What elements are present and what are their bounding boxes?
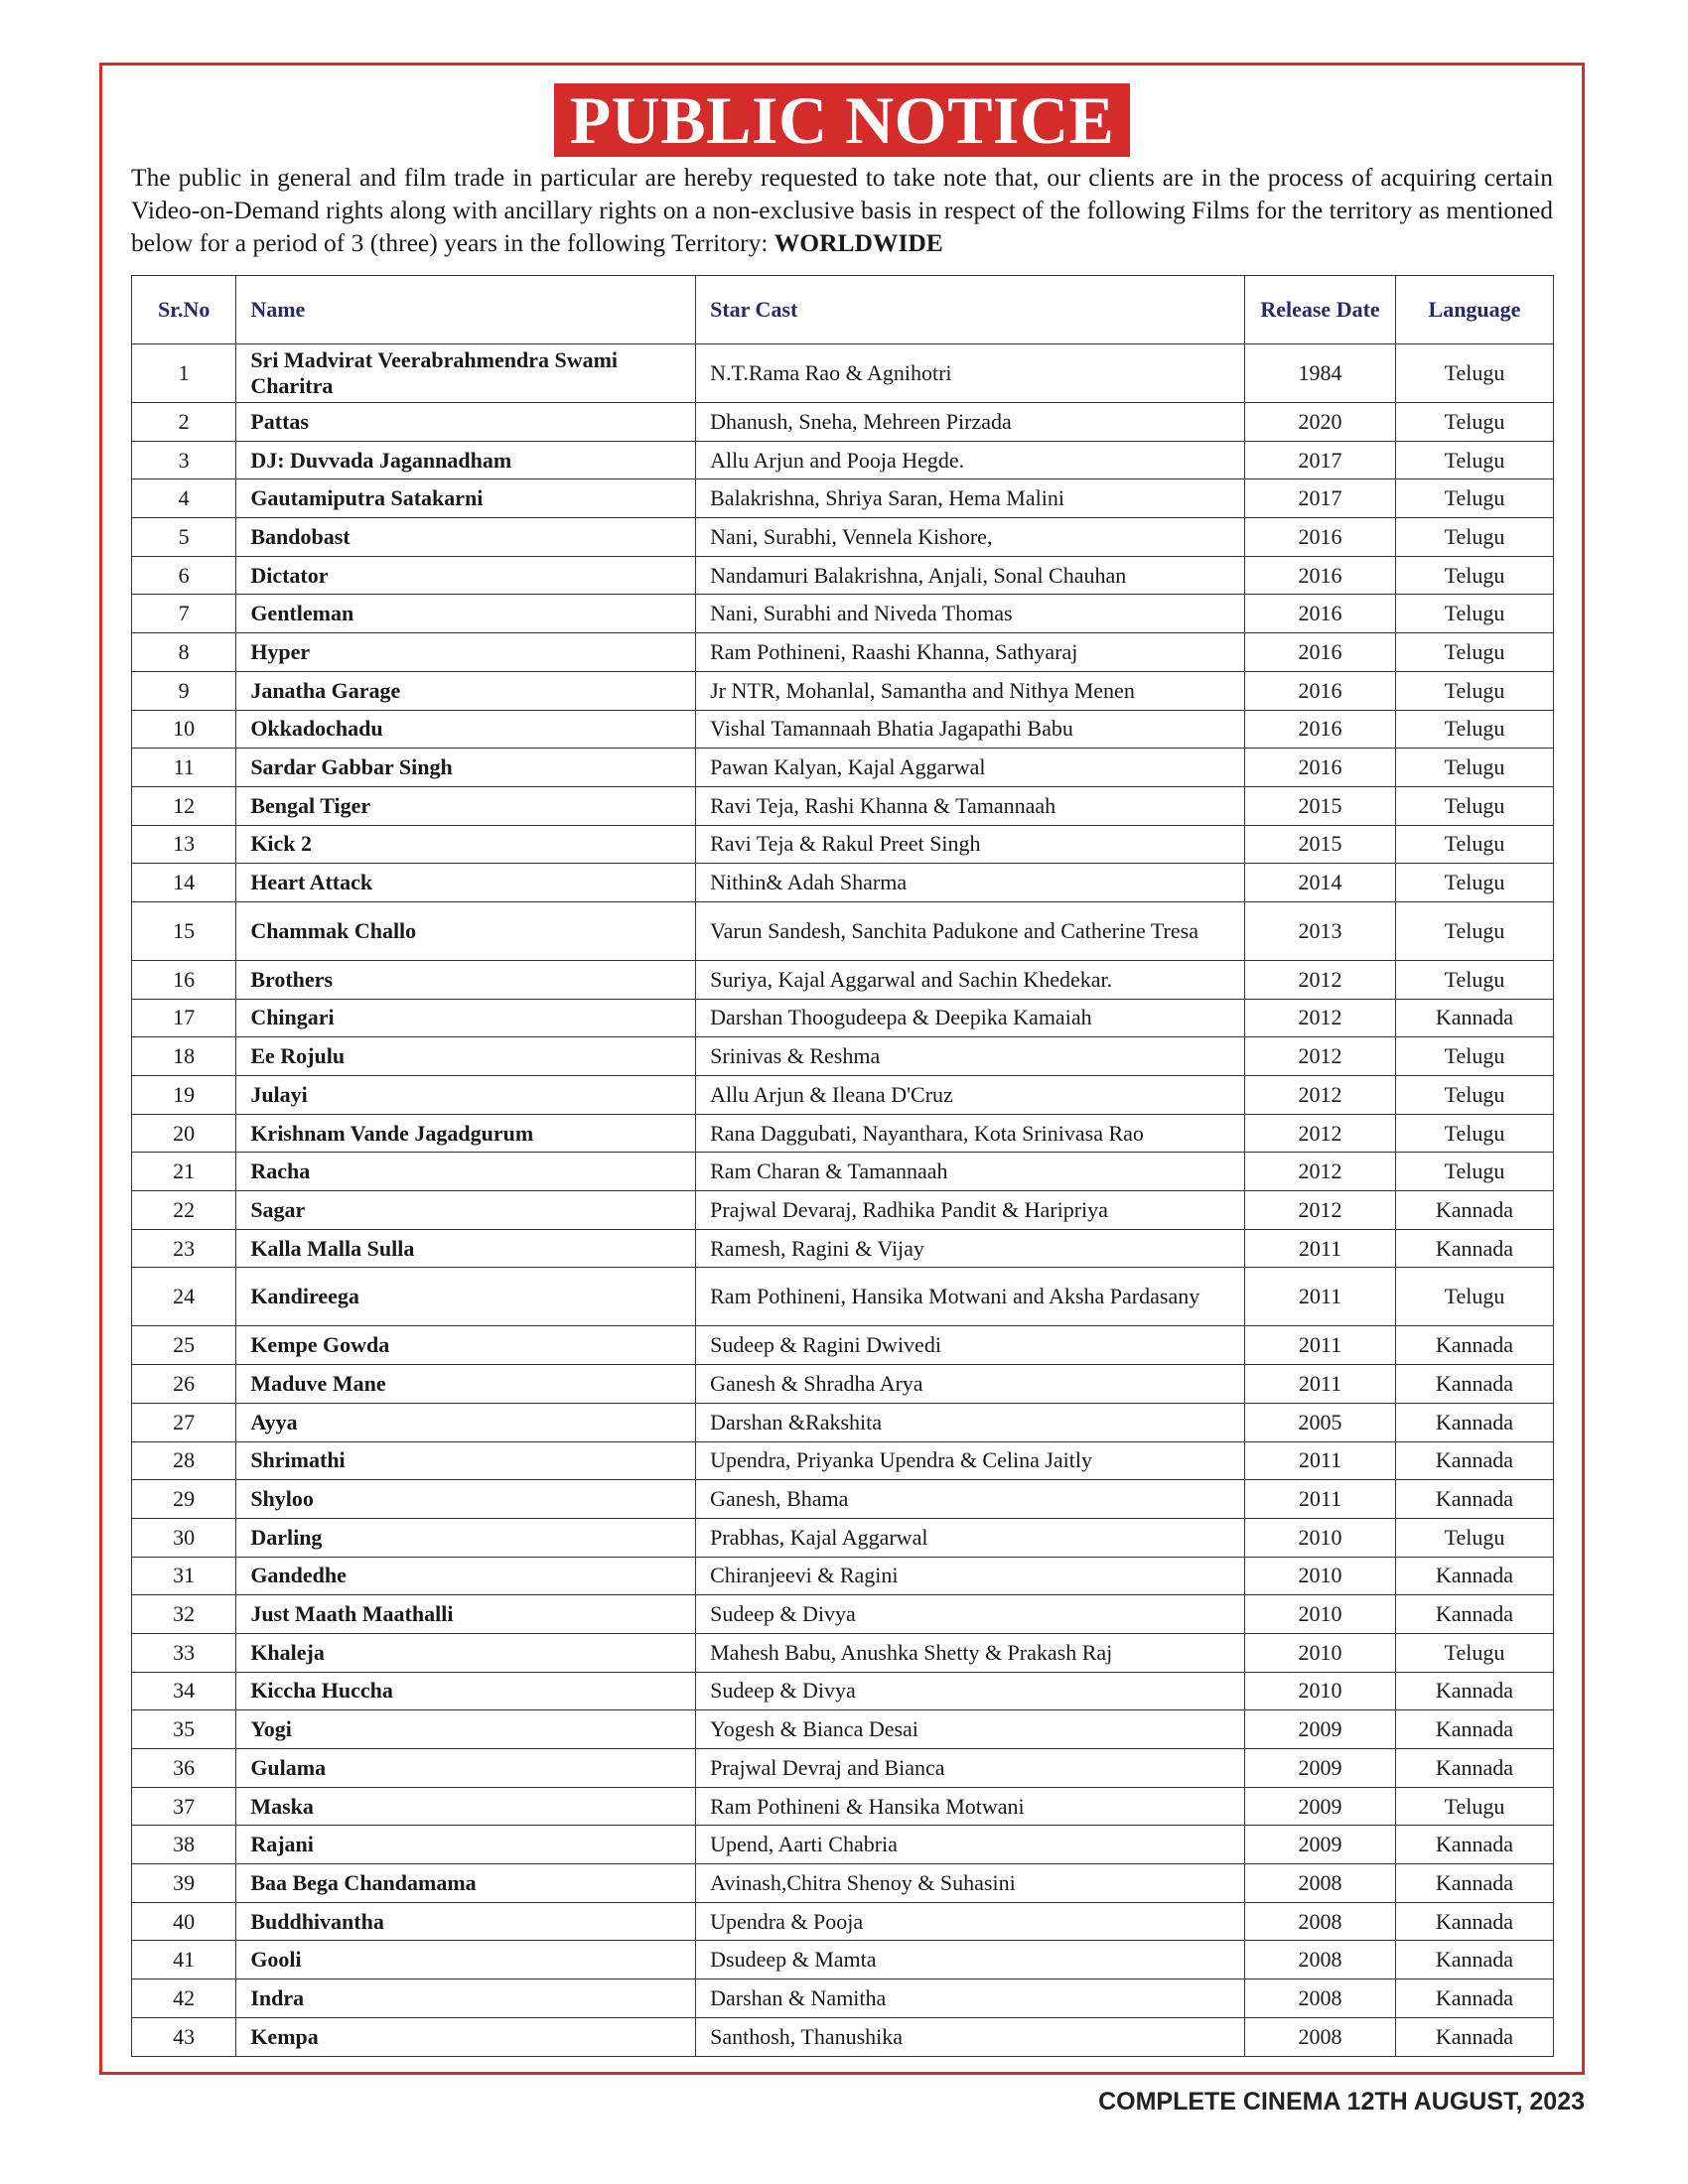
cell-sr-no: 16: [132, 960, 236, 999]
cell-sr-no: 34: [132, 1672, 236, 1710]
cell-language: Kannada: [1395, 1365, 1553, 1404]
table-row: [132, 1403, 1554, 1441]
cell-sr-no: 9: [132, 671, 236, 710]
cell-sr-no: 36: [132, 1749, 236, 1788]
table-row: [132, 1037, 1554, 1076]
cell-film-name: Gulama: [236, 1749, 696, 1788]
cell-film-name: Gooli: [236, 1941, 696, 1979]
cell-sr-no: 22: [132, 1191, 236, 1230]
header-sr-no: Sr.No: [132, 276, 236, 344]
cell-star-cast: Upendra & Pooja: [696, 1902, 1245, 1941]
table-row: [132, 1941, 1554, 1979]
header-language: Language: [1395, 276, 1553, 344]
table-row: [132, 1480, 1554, 1519]
cell-sr-no: 14: [132, 864, 236, 902]
cell-release-date: 2012: [1245, 1153, 1396, 1191]
header-star-cast: Star Cast: [696, 276, 1245, 344]
cell-language: Telugu: [1395, 518, 1553, 557]
cell-sr-no: 29: [132, 1480, 236, 1519]
cell-sr-no: 3: [132, 441, 236, 479]
cell-sr-no: 18: [132, 1037, 236, 1076]
table-row: [132, 1826, 1554, 1864]
notice-title: PUBLIC NOTICE: [554, 83, 1131, 157]
cell-film-name: Baa Bega Chandamama: [236, 1864, 696, 1903]
cell-film-name: Pattas: [236, 403, 696, 442]
cell-sr-no: 6: [132, 556, 236, 595]
cell-film-name: Sri Madvirat Veerabrahmendra Swami Charitra: [236, 344, 696, 403]
header-name: Name: [236, 276, 696, 344]
cell-release-date: 2010: [1245, 1672, 1396, 1710]
table-row: [132, 1979, 1554, 2018]
cell-sr-no: 8: [132, 633, 236, 672]
cell-release-date: 1984: [1245, 344, 1396, 403]
cell-release-date: 2017: [1245, 441, 1396, 479]
cell-film-name: Ayya: [236, 1403, 696, 1441]
films-table: [131, 275, 1554, 2057]
cell-star-cast: Sudeep & Ragini Dwivedi: [696, 1326, 1245, 1365]
table-row: [132, 960, 1554, 999]
table-row: [132, 1902, 1554, 1941]
cell-language: Telugu: [1395, 1076, 1553, 1115]
table-row: [132, 864, 1554, 902]
cell-film-name: Darling: [236, 1518, 696, 1557]
table-row: [132, 1672, 1554, 1710]
cell-star-cast: Mahesh Babu, Anushka Shetty & Prakash Raj: [696, 1633, 1245, 1672]
cell-sr-no: 39: [132, 1864, 236, 1903]
cell-release-date: 2020: [1245, 403, 1396, 442]
cell-language: Telugu: [1395, 786, 1553, 825]
cell-release-date: 2016: [1245, 633, 1396, 672]
cell-language: Kannada: [1395, 2017, 1553, 2056]
cell-language: Telugu: [1395, 479, 1553, 518]
cell-release-date: 2016: [1245, 595, 1396, 633]
cell-sr-no: 2: [132, 403, 236, 442]
cell-language: Kannada: [1395, 1191, 1553, 1230]
cell-sr-no: 35: [132, 1710, 236, 1749]
cell-language: Kannada: [1395, 1864, 1553, 1903]
cell-star-cast: Vishal Tamannaah Bhatia Jagapathi Babu: [696, 710, 1245, 749]
table-row: [132, 1595, 1554, 1634]
table-row: [132, 999, 1554, 1037]
cell-language: Telugu: [1395, 441, 1553, 479]
cell-language: Kannada: [1395, 1941, 1553, 1979]
table-row: [132, 1326, 1554, 1365]
cell-release-date: 2008: [1245, 2017, 1396, 2056]
table-row: [132, 1787, 1554, 1826]
table-row: [132, 749, 1554, 787]
cell-film-name: Maduve Mane: [236, 1365, 696, 1404]
cell-release-date: 2010: [1245, 1557, 1396, 1595]
cell-sr-no: 7: [132, 595, 236, 633]
cell-language: Telugu: [1395, 901, 1553, 960]
cell-language: Kannada: [1395, 1480, 1553, 1519]
cell-release-date: 2016: [1245, 749, 1396, 787]
cell-release-date: 2016: [1245, 671, 1396, 710]
cell-release-date: 2011: [1245, 1365, 1396, 1404]
table-row: [132, 441, 1554, 479]
cell-star-cast: N.T.Rama Rao & Agnihotri: [696, 344, 1245, 403]
banner-container: [102, 83, 1582, 157]
cell-sr-no: 31: [132, 1557, 236, 1595]
cell-film-name: Kalla Malla Sulla: [236, 1229, 696, 1268]
cell-film-name: Ee Rojulu: [236, 1037, 696, 1076]
cell-sr-no: 4: [132, 479, 236, 518]
cell-sr-no: 15: [132, 901, 236, 960]
cell-film-name: Khaleja: [236, 1633, 696, 1672]
table-row: [132, 1710, 1554, 1749]
cell-language: Telugu: [1395, 1787, 1553, 1826]
cell-star-cast: Balakrishna, Shriya Saran, Hema Malini: [696, 479, 1245, 518]
cell-film-name: Chammak Challo: [236, 901, 696, 960]
cell-star-cast: Upendra, Priyanka Upendra & Celina Jaitly: [696, 1441, 1245, 1480]
table-row: [132, 344, 1554, 403]
cell-film-name: Hyper: [236, 633, 696, 672]
cell-sr-no: 11: [132, 749, 236, 787]
cell-star-cast: Nandamuri Balakrishna, Anjali, Sonal Chauhan: [696, 556, 1245, 595]
cell-sr-no: 20: [132, 1114, 236, 1153]
cell-sr-no: 37: [132, 1787, 236, 1826]
cell-sr-no: 41: [132, 1941, 236, 1979]
table-row: [132, 1153, 1554, 1191]
cell-sr-no: 28: [132, 1441, 236, 1480]
table-body: [132, 344, 1554, 2057]
cell-star-cast: Ram Charan & Tamannaah: [696, 1153, 1245, 1191]
cell-film-name: Julayi: [236, 1076, 696, 1115]
cell-sr-no: 26: [132, 1365, 236, 1404]
cell-film-name: Bengal Tiger: [236, 786, 696, 825]
cell-language: Telugu: [1395, 556, 1553, 595]
cell-star-cast: Varun Sandesh, Sanchita Padukone and Catherine Tresa: [696, 901, 1245, 960]
cell-release-date: 2010: [1245, 1595, 1396, 1634]
cell-sr-no: 43: [132, 2017, 236, 2056]
cell-film-name: Kick 2: [236, 825, 696, 864]
cell-release-date: 2016: [1245, 518, 1396, 557]
cell-language: Kannada: [1395, 1229, 1553, 1268]
cell-star-cast: Chiranjeevi & Ragini: [696, 1557, 1245, 1595]
cell-star-cast: Nani, Surabhi and Niveda Thomas: [696, 595, 1245, 633]
cell-release-date: 2008: [1245, 1979, 1396, 2018]
cell-star-cast: Prajwal Devraj and Bianca: [696, 1749, 1245, 1788]
cell-language: Kannada: [1395, 999, 1553, 1037]
table-row: [132, 1229, 1554, 1268]
table-row: [132, 403, 1554, 442]
cell-film-name: Racha: [236, 1153, 696, 1191]
cell-language: Telugu: [1395, 1518, 1553, 1557]
cell-release-date: 2015: [1245, 825, 1396, 864]
cell-release-date: 2009: [1245, 1826, 1396, 1864]
cell-sr-no: 1: [132, 344, 236, 403]
cell-language: Kannada: [1395, 1403, 1553, 1441]
cell-film-name: Kiccha Huccha: [236, 1672, 696, 1710]
cell-release-date: 2014: [1245, 864, 1396, 902]
cell-language: Telugu: [1395, 1153, 1553, 1191]
cell-release-date: 2013: [1245, 901, 1396, 960]
cell-release-date: 2008: [1245, 1941, 1396, 1979]
cell-star-cast: Ram Pothineni, Raashi Khanna, Sathyaraj: [696, 633, 1245, 672]
cell-release-date: 2010: [1245, 1633, 1396, 1672]
cell-film-name: Gautamiputra Satakarni: [236, 479, 696, 518]
table-row: [132, 1633, 1554, 1672]
cell-star-cast: Upend, Aarti Chabria: [696, 1826, 1245, 1864]
table-row: [132, 633, 1554, 672]
cell-star-cast: Yogesh & Bianca Desai: [696, 1710, 1245, 1749]
cell-sr-no: 12: [132, 786, 236, 825]
cell-star-cast: Ram Pothineni, Hansika Motwani and Aksha Pardasany: [696, 1268, 1245, 1326]
cell-star-cast: Darshan &Rakshita: [696, 1403, 1245, 1441]
table-row: [132, 595, 1554, 633]
cell-language: Telugu: [1395, 671, 1553, 710]
cell-star-cast: Prabhas, Kajal Aggarwal: [696, 1518, 1245, 1557]
cell-star-cast: Prajwal Devaraj, Radhika Pandit & Haripriya: [696, 1191, 1245, 1230]
cell-star-cast: Pawan Kalyan, Kajal Aggarwal: [696, 749, 1245, 787]
cell-language: Telugu: [1395, 710, 1553, 749]
cell-star-cast: Ganesh & Shradha Arya: [696, 1365, 1245, 1404]
cell-language: Telugu: [1395, 1633, 1553, 1672]
cell-film-name: Kempa: [236, 2017, 696, 2056]
cell-language: Telugu: [1395, 825, 1553, 864]
cell-sr-no: 40: [132, 1902, 236, 1941]
cell-release-date: 2009: [1245, 1710, 1396, 1749]
cell-release-date: 2012: [1245, 1114, 1396, 1153]
table-row: [132, 1749, 1554, 1788]
cell-language: Kannada: [1395, 1441, 1553, 1480]
cell-sr-no: 42: [132, 1979, 236, 2018]
cell-film-name: Kempe Gowda: [236, 1326, 696, 1365]
cell-sr-no: 13: [132, 825, 236, 864]
cell-language: Telugu: [1395, 1114, 1553, 1153]
cell-film-name: Krishnam Vande Jagadgurum: [236, 1114, 696, 1153]
intro-text: The public in general and film trade in particular are hereby requested to take note that, our clients are in the process of acquiring certain Video-on-Demand rights along with ancillary rights on a non-exclusive basis in respect of the following Films for the territory as mentioned below for a period of 3 (three) years in the following Territory:: [131, 163, 1553, 257]
cell-release-date: 2011: [1245, 1268, 1396, 1326]
cell-release-date: 2010: [1245, 1518, 1396, 1557]
cell-release-date: 2012: [1245, 1037, 1396, 1076]
territory-text: WORLDWIDE: [774, 228, 943, 257]
table-row: [132, 556, 1554, 595]
cell-star-cast: Avinash,Chitra Shenoy & Suhasini: [696, 1864, 1245, 1903]
cell-release-date: 2012: [1245, 960, 1396, 999]
table-row: [132, 1518, 1554, 1557]
cell-release-date: 2005: [1245, 1403, 1396, 1441]
cell-film-name: Sardar Gabbar Singh: [236, 749, 696, 787]
cell-release-date: 2012: [1245, 1076, 1396, 1115]
cell-release-date: 2012: [1245, 999, 1396, 1037]
cell-language: Kannada: [1395, 1749, 1553, 1788]
cell-star-cast: Darshan & Namitha: [696, 1979, 1245, 2018]
table-row: [132, 671, 1554, 710]
header-release-date: Release Date: [1245, 276, 1396, 344]
table-row: [132, 1557, 1554, 1595]
cell-star-cast: Srinivas & Reshma: [696, 1037, 1245, 1076]
cell-language: Telugu: [1395, 595, 1553, 633]
intro-paragraph: [131, 161, 1553, 259]
cell-release-date: 2011: [1245, 1229, 1396, 1268]
cell-sr-no: 23: [132, 1229, 236, 1268]
table-row: [132, 901, 1554, 960]
cell-release-date: 2012: [1245, 1191, 1396, 1230]
cell-language: Telugu: [1395, 344, 1553, 403]
cell-film-name: Shyloo: [236, 1480, 696, 1519]
cell-sr-no: 5: [132, 518, 236, 557]
cell-star-cast: Allu Arjun & Ileana D'Cruz: [696, 1076, 1245, 1115]
cell-star-cast: Santhosh, Thanushika: [696, 2017, 1245, 2056]
cell-film-name: Indra: [236, 1979, 696, 2018]
cell-sr-no: 21: [132, 1153, 236, 1191]
table-row: [132, 825, 1554, 864]
cell-star-cast: Dhanush, Sneha, Mehreen Pirzada: [696, 403, 1245, 442]
cell-language: Kannada: [1395, 1672, 1553, 1710]
table-row: [132, 1441, 1554, 1480]
cell-star-cast: Ram Pothineni & Hansika Motwani: [696, 1787, 1245, 1826]
cell-star-cast: Suriya, Kajal Aggarwal and Sachin Khedekar.: [696, 960, 1245, 999]
cell-film-name: DJ: Duvvada Jagannadham: [236, 441, 696, 479]
cell-star-cast: Jr NTR, Mohanlal, Samantha and Nithya Menen: [696, 671, 1245, 710]
cell-film-name: Janatha Garage: [236, 671, 696, 710]
cell-star-cast: Ramesh, Ragini & Vijay: [696, 1229, 1245, 1268]
cell-language: Telugu: [1395, 633, 1553, 672]
cell-star-cast: Ravi Teja & Rakul Preet Singh: [696, 825, 1245, 864]
cell-language: Telugu: [1395, 749, 1553, 787]
cell-film-name: Kandireega: [236, 1268, 696, 1326]
table-row: [132, 1076, 1554, 1115]
cell-star-cast: Darshan Thoogudeepa & Deepika Kamaiah: [696, 999, 1245, 1037]
table-row: [132, 1114, 1554, 1153]
cell-release-date: 2008: [1245, 1864, 1396, 1903]
cell-sr-no: 17: [132, 999, 236, 1037]
cell-sr-no: 19: [132, 1076, 236, 1115]
cell-sr-no: 38: [132, 1826, 236, 1864]
cell-sr-no: 30: [132, 1518, 236, 1557]
cell-star-cast: Ganesh, Bhama: [696, 1480, 1245, 1519]
cell-language: Kannada: [1395, 1557, 1553, 1595]
cell-sr-no: 10: [132, 710, 236, 749]
cell-release-date: 2008: [1245, 1902, 1396, 1941]
table-row: [132, 1365, 1554, 1404]
cell-film-name: Heart Attack: [236, 864, 696, 902]
cell-release-date: 2016: [1245, 556, 1396, 595]
cell-film-name: Buddhivantha: [236, 1902, 696, 1941]
cell-star-cast: Dsudeep & Mamta: [696, 1941, 1245, 1979]
cell-star-cast: Nithin& Adah Sharma: [696, 864, 1245, 902]
cell-film-name: Rajani: [236, 1826, 696, 1864]
table-row: [132, 2017, 1554, 2056]
cell-film-name: Maska: [236, 1787, 696, 1826]
cell-sr-no: 32: [132, 1595, 236, 1634]
cell-star-cast: Ravi Teja, Rashi Khanna & Tamannaah: [696, 786, 1245, 825]
cell-language: Telugu: [1395, 1268, 1553, 1326]
cell-release-date: 2015: [1245, 786, 1396, 825]
table-row: [132, 786, 1554, 825]
cell-language: Kannada: [1395, 1326, 1553, 1365]
table-header-row: [132, 276, 1554, 344]
cell-release-date: 2009: [1245, 1787, 1396, 1826]
cell-film-name: Sagar: [236, 1191, 696, 1230]
cell-star-cast: Rana Daggubati, Nayanthara, Kota Srinivasa Rao: [696, 1114, 1245, 1153]
cell-language: Telugu: [1395, 403, 1553, 442]
cell-release-date: 2016: [1245, 710, 1396, 749]
table-row: [132, 479, 1554, 518]
cell-sr-no: 25: [132, 1326, 236, 1365]
cell-sr-no: 33: [132, 1633, 236, 1672]
cell-language: Telugu: [1395, 864, 1553, 902]
cell-language: Telugu: [1395, 960, 1553, 999]
cell-film-name: Just Maath Maathalli: [236, 1595, 696, 1634]
cell-film-name: Chingari: [236, 999, 696, 1037]
cell-star-cast: Nani, Surabhi, Vennela Kishore,: [696, 518, 1245, 557]
cell-release-date: 2017: [1245, 479, 1396, 518]
cell-star-cast: Allu Arjun and Pooja Hegde.: [696, 441, 1245, 479]
cell-star-cast: Sudeep & Divya: [696, 1672, 1245, 1710]
table-row: [132, 1864, 1554, 1903]
cell-film-name: Gentleman: [236, 595, 696, 633]
cell-release-date: 2009: [1245, 1749, 1396, 1788]
cell-language: Kannada: [1395, 1979, 1553, 2018]
cell-language: Kannada: [1395, 1595, 1553, 1634]
cell-language: Kannada: [1395, 1826, 1553, 1864]
cell-sr-no: 27: [132, 1403, 236, 1441]
cell-language: Kannada: [1395, 1902, 1553, 1941]
cell-film-name: Yogi: [236, 1710, 696, 1749]
cell-star-cast: Sudeep & Divya: [696, 1595, 1245, 1634]
cell-film-name: Dictator: [236, 556, 696, 595]
table-row: [132, 1268, 1554, 1326]
footer-credit: COMPLETE CINEMA 12TH AUGUST, 2023: [1098, 2088, 1585, 2116]
table-row: [132, 1191, 1554, 1230]
cell-release-date: 2011: [1245, 1326, 1396, 1365]
table-row: [132, 710, 1554, 749]
cell-film-name: Bandobast: [236, 518, 696, 557]
cell-film-name: Shrimathi: [236, 1441, 696, 1480]
cell-film-name: Gandedhe: [236, 1557, 696, 1595]
cell-film-name: Brothers: [236, 960, 696, 999]
cell-release-date: 2011: [1245, 1480, 1396, 1519]
cell-language: Kannada: [1395, 1710, 1553, 1749]
cell-sr-no: 24: [132, 1268, 236, 1326]
cell-film-name: Okkadochadu: [236, 710, 696, 749]
cell-language: Telugu: [1395, 1037, 1553, 1076]
notice-frame: [99, 63, 1585, 2075]
cell-release-date: 2011: [1245, 1441, 1396, 1480]
table-row: [132, 518, 1554, 557]
